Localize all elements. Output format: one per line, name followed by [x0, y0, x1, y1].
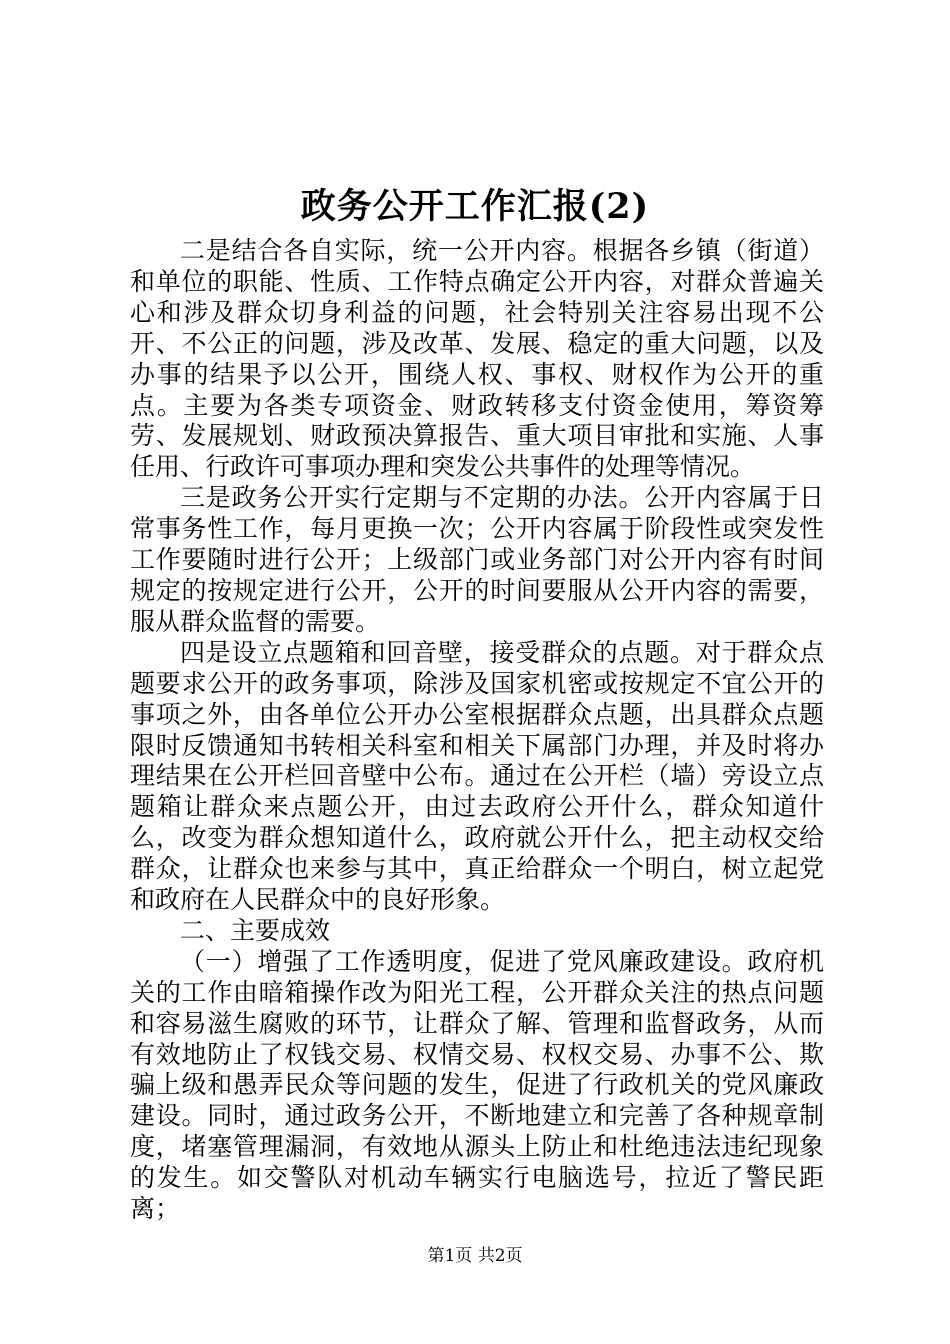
document-body	[130, 236, 824, 1225]
page-footer: 第1页 共2页	[427, 1246, 523, 1266]
document-title: 政务公开工作汇报(2)	[300, 186, 650, 227]
paragraph-disclosure-schedule: 三是政务公开实行定期与不定期的办法。公开内容属于日常事务性工作，每月更换一次；公开内容属于阶段性或突发性工作要随时进行公开；上级部门或业务部门对公开内容有时间规定的按规定进行公开，公开的时间要服从公开内容的需要，服从群众监督的需要。	[130, 483, 824, 636]
paragraph-content-scope: 二是结合各自实际，统一公开内容。根据各乡镇（街道）和单位的职能、性质、工作特点确定公开内容，对群众普遍关心和涉及群众切身利益的问题，社会特别关注容易出现不公开、不公正的问题，涉及改革、发展、稳定的重大问题，以及办事的结果予以公开，围绕人权、事权、财权作为公开的重点。主要为各类专项资金、财政转移支付资金使用，筹资筹劳、发展规划、财政预决算报告、重大项目审批和实施、人事任用、行政许可事项办理和突发公共事件的处理等情况。	[130, 236, 824, 482]
paragraph-transparency: （一）增强了工作透明度，促进了党风廉政建设。政府机关的工作由暗箱操作改为阳光工程，公开群众关注的热点问题和容易滋生腐败的环节，让群众了解、管理和监督政务，从而有效地防止了权钱交易、权情交易、权权交易、办事不公、欺骗上级和愚弄民众等问题的发生，促进了行政机关的党风廉政建设。同时，通过政务公开，不断地建立和完善了各种规章制度，堵塞管理漏洞，有效地从源头上防止和杜绝违法违纪现象的发生。如交警队对机动车辆实行电脑选号，拉近了警民距离；	[130, 946, 824, 1224]
paragraph-suggestion-box: 四是设立点题箱和回音壁，接受群众的点题。对于群众点题要求公开的政务事项，除涉及国家机密或按规定不宜公开的事项之外，由各单位公开办公室根据群众点题，出具群众点题限时反馈通知书转相关科室和相关下属部门办理，并及时将办理结果在公开栏回音壁中公布。通过在公开栏（墙）旁设立点题箱让群众来点题公开，由过去政府公开什么，群众知道什么，改变为群众想知道什么，政府就公开什么，把主动权交给群众，让群众也来参与其中，真正给群众一个明白，树立起党和政府在人民群众中的良好形象。	[130, 637, 824, 915]
section-heading-main-results: 二、主要成效	[180, 915, 331, 945]
